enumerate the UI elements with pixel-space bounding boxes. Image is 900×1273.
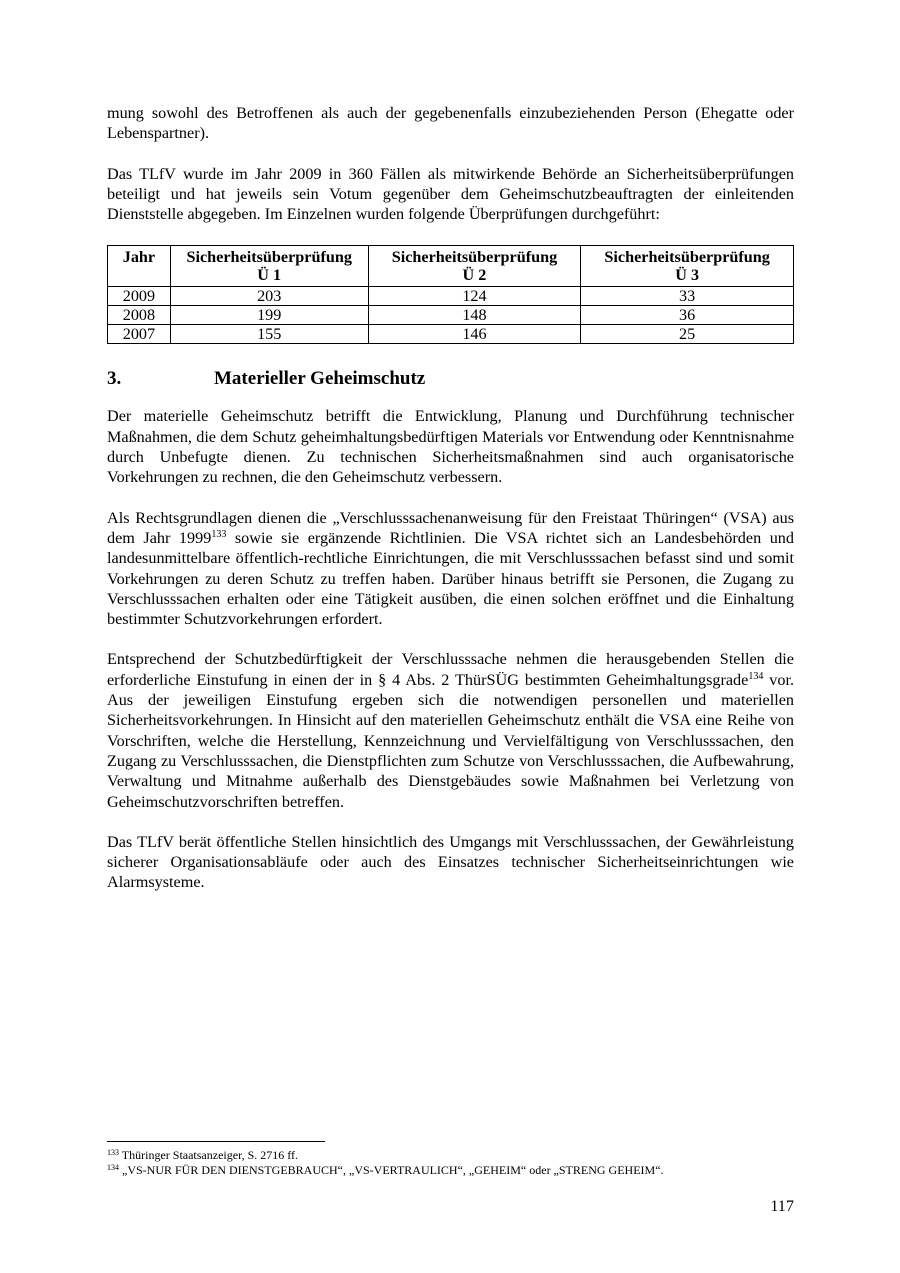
paragraph-advice: Das TLfV berät öffentliche Stellen hinsichtlich des Umgangs mit Verschlusssachen, der Gewährleistung sicherer Organisationsabläufe oder auch des Einsatzes technischer Sicherheitseinrichtungen wie Alarmsysteme.: [107, 832, 794, 892]
paragraph-tlfv-2009: Das TLfV wurde im Jahr 2009 in 360 Fällen als mitwirkende Behörde an Sicherheitsüberprüfungen beteiligt und hat jeweils sein Votum gegenüber dem Geheimschutzbeauftragten der einleitenden Dienststelle abgegeben. Im Einzelnen wurden folgende Überprüfungen durchgeführt:: [107, 164, 794, 224]
cell-ue1: 203: [170, 287, 368, 306]
cell-year: 2009: [108, 287, 171, 306]
section-title: Materieller Geheimschutz: [214, 368, 426, 390]
header-ue2: Sicherheitsüberprüfung Ü 2: [368, 246, 581, 287]
security-checks-table: [107, 245, 794, 344]
cell-year: 2007: [108, 325, 171, 344]
section-heading: [107, 365, 794, 393]
footnote-ref-133: 133: [211, 528, 227, 540]
page-body: [107, 103, 794, 893]
cell-ue3: 36: [581, 306, 794, 325]
cell-ue1: 199: [170, 306, 368, 325]
paragraph-classification: Entsprechend der Schutzbedürftigkeit der Verschlusssache nehmen die herausgebenden Stellen die erforderliche Einstufung in einen der in § 4 Abs. 2 ThürSÜG bestimmten Geheimhaltungsgrade$^{134}$ vor. Aus der jeweiligen Einstufung ergeben sich die notwendigen personellen und materiellen Sicherheitsvorkehrungen. In Hinsicht auf den materiellen Geheimschutz enthält die VSA eine Reihe von Vorschriften, welche die Herstellung, Kennzeichnung und Vervielfältigung von Verschlusssachen, den Zugang zu Verschlusssachen, die Dienstpflichten zum Schutze von Verschlusssachen, die Aufbewahrung, Verwaltung und Mitnahme außerhalb des Dienstgebäudes sowie Maßnahmen bei Verletzung von Geheimschutzvorschriften betreffen.: [107, 650, 794, 811]
table-row: [108, 306, 794, 325]
footnotes: [107, 1141, 794, 1178]
header-year: Jahr: [108, 246, 171, 287]
table-header-row: [108, 246, 794, 287]
paragraph-continuation: mung sowohl des Betroffenen als auch der gegebenenfalls einzubeziehenden Person (Ehegatte oder Lebenspartner).: [107, 104, 794, 143]
page-number: 117: [770, 1197, 794, 1215]
footnote-134: $^{134}$ „VS-NUR FÜR DEN DIENSTGEBRAUCH“, „VS-VERTRAULICH“, „GEHEIM“ oder „STRENG GEHEIM“.: [107, 1163, 664, 1177]
cell-ue3: 33: [581, 287, 794, 306]
paragraph-definition: Der materielle Geheimschutz betrifft die Entwicklung, Planung und Durchführung technischer Maßnahmen, die dem Schutz geheimhaltungsbedürftigen Materials vor Entwendung oder Kenntnisnahme durch Unbefugte dienen. Zu technischen Sicherheitsmaßnahmen sind auch organisatorische Vorkehrungen zu rechnen, die den Geheimschutz verbessern.: [107, 407, 794, 487]
cell-ue2: 148: [368, 306, 581, 325]
header-ue3: Sicherheitsüberprüfung Ü 3: [581, 246, 794, 287]
cell-ue2: 124: [368, 287, 581, 306]
footnote-divider: [107, 1141, 325, 1142]
paragraph-legal-basis: Als Rechtsgrundlagen dienen die „Verschlusssachenanweisung für den Freistaat Thüringen“ (VSA) aus dem Jahr 1999$^{133}$ sowie sie ergänzende Richtlinien. Die VSA richtet sich an Landesbehörden und landesunmittelbare öffentlich-rechtliche Einrichtungen, die mit Verschlusssachen befasst sind und somit Vorkehrungen zu deren Schutz zu treffen haben. Darüber hinaus betrifft sie Personen, die Zugang zu Verschlusssachen erhalten oder eine Tätigkeit ausüben, die einen solchen eröffnet und die Einhaltung bestimmter Schutzvorkehrungen erfordert.: [107, 508, 794, 629]
cell-year: 2008: [108, 306, 171, 325]
header-ue1: Sicherheitsüberprüfung Ü 1: [170, 246, 368, 287]
table-row: [108, 325, 794, 344]
footnote-133: $^{133}$ Thüringer Staatsanzeiger, S. 2716 ff.: [107, 1148, 299, 1162]
section-number: 3.: [107, 368, 122, 390]
cell-ue3: 25: [581, 325, 794, 344]
footnote-ref-134: 134: [748, 670, 764, 682]
table-row: [108, 287, 794, 306]
cell-ue2: 146: [368, 325, 581, 344]
cell-ue1: 155: [170, 325, 368, 344]
